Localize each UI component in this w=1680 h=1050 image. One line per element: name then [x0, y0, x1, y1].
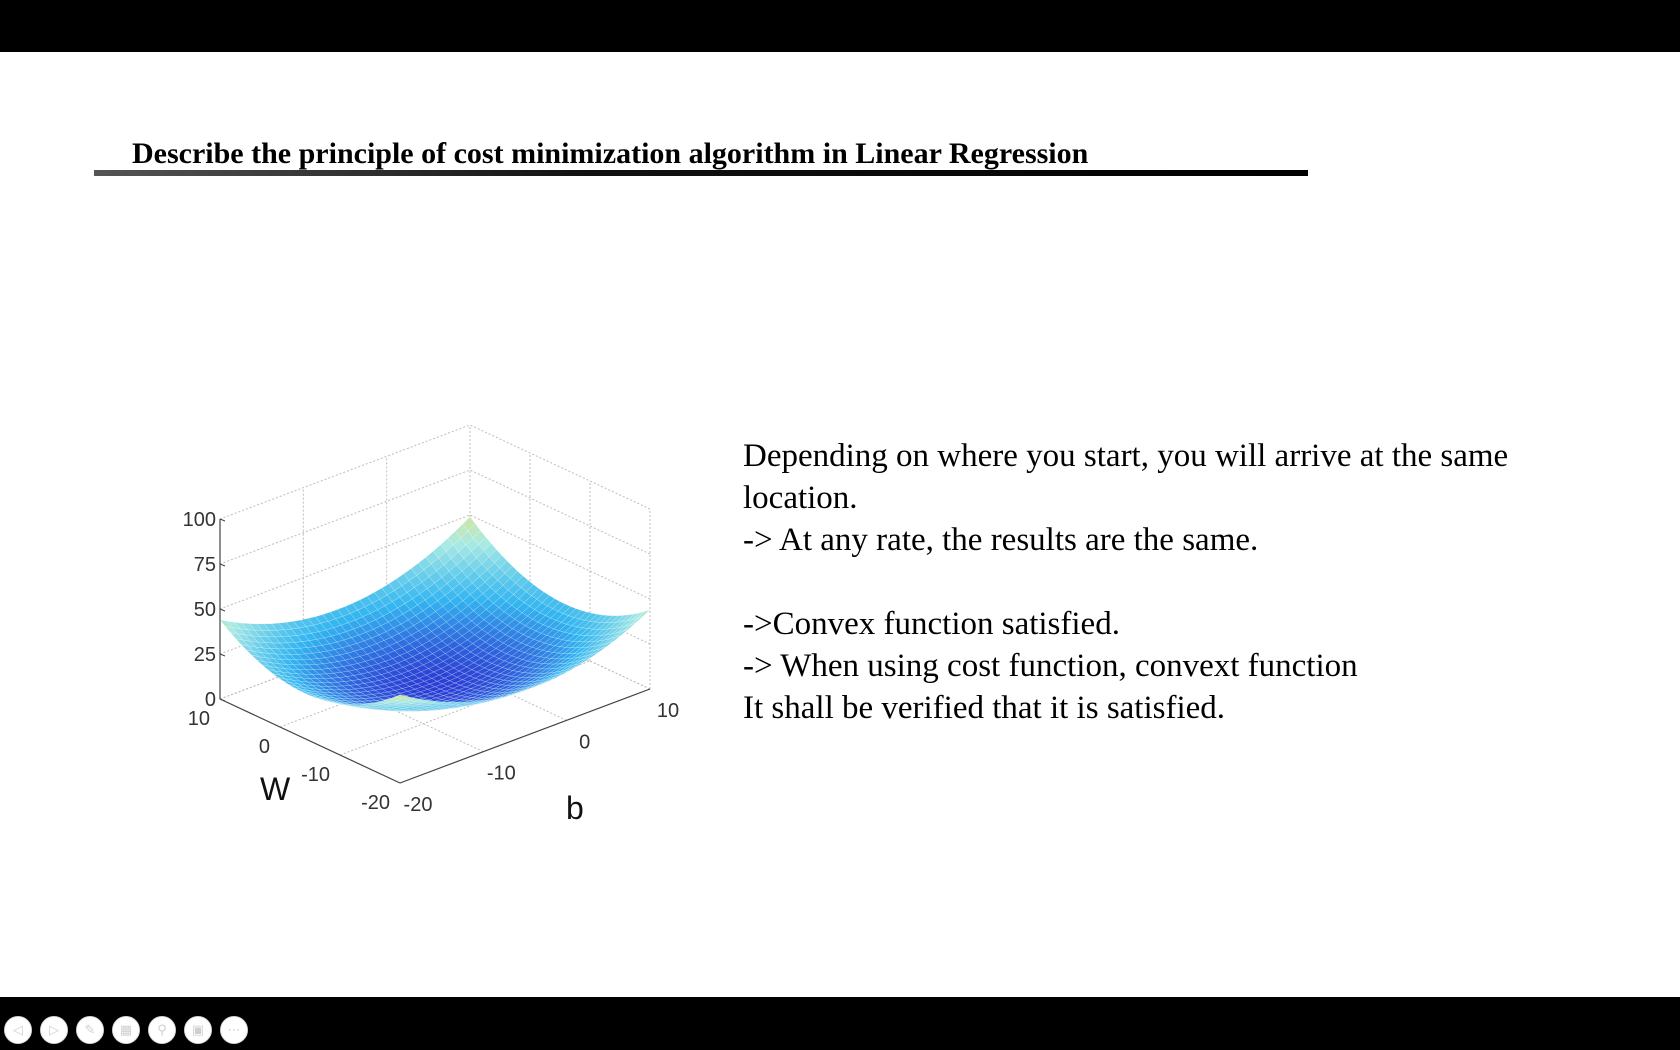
z-tick-mark [220, 519, 225, 521]
z-tick-label: 75 [193, 554, 216, 576]
body-line-2: location. [743, 480, 858, 516]
w-axis-label: W [260, 771, 291, 807]
w-tick-label: -10 [301, 764, 330, 786]
w-tick-label: 0 [258, 736, 270, 758]
w-tick-label: -20 [361, 792, 390, 814]
pen-icon[interactable]: ✎ [76, 1016, 104, 1044]
z-tick-label: 25 [193, 644, 216, 666]
z-tick-label: 0 [204, 689, 216, 711]
surface-svg [170, 337, 740, 857]
more-icon[interactable]: ⋯ [220, 1016, 248, 1044]
title-underline [94, 170, 1308, 176]
z-tick-mark [220, 609, 225, 611]
body-line-4 [743, 561, 1643, 603]
slide-title: Describe the principle of cost minimization algorithm in Linear Regression [132, 137, 1089, 170]
grid-line [220, 425, 650, 519]
b-axis-label: b [566, 790, 584, 826]
b-tick-label: -20 [403, 794, 433, 816]
b-tick-label: -10 [486, 762, 516, 785]
subtitle-icon[interactable]: ▣ [184, 1016, 212, 1044]
z-tick-mark [220, 654, 225, 656]
b-tick-label: 10 [656, 700, 680, 722]
slides-icon[interactable]: ▦ [112, 1016, 140, 1044]
b-tick-label: 0 [579, 731, 591, 754]
cost-surface-plot [170, 337, 740, 857]
prev-icon[interactable]: ◁ [4, 1016, 32, 1044]
slide-body [743, 435, 1643, 729]
body-line-5: ->Convex function satisfied. [743, 606, 1120, 642]
body-line-7: It shall be verified that it is satisfied. [743, 690, 1226, 726]
w-tick-label: 10 [187, 708, 210, 730]
slide [0, 52, 1680, 1038]
z-tick-label: 100 [182, 509, 216, 531]
zoom-icon[interactable]: ⚲ [148, 1016, 176, 1044]
z-tick-label: 50 [193, 599, 216, 621]
surface-mesh [220, 517, 650, 712]
body-line-3: -> At any rate, the results are the same. [743, 522, 1259, 558]
slideshow-toolbar [4, 1015, 248, 1045]
body-line-6: -> When using cost function, convext function [743, 648, 1358, 684]
z-tick-mark [220, 564, 225, 566]
next-icon[interactable]: ▷ [40, 1016, 68, 1044]
body-line-1: Depending on where you start, you will arrive at the same [743, 438, 1509, 474]
